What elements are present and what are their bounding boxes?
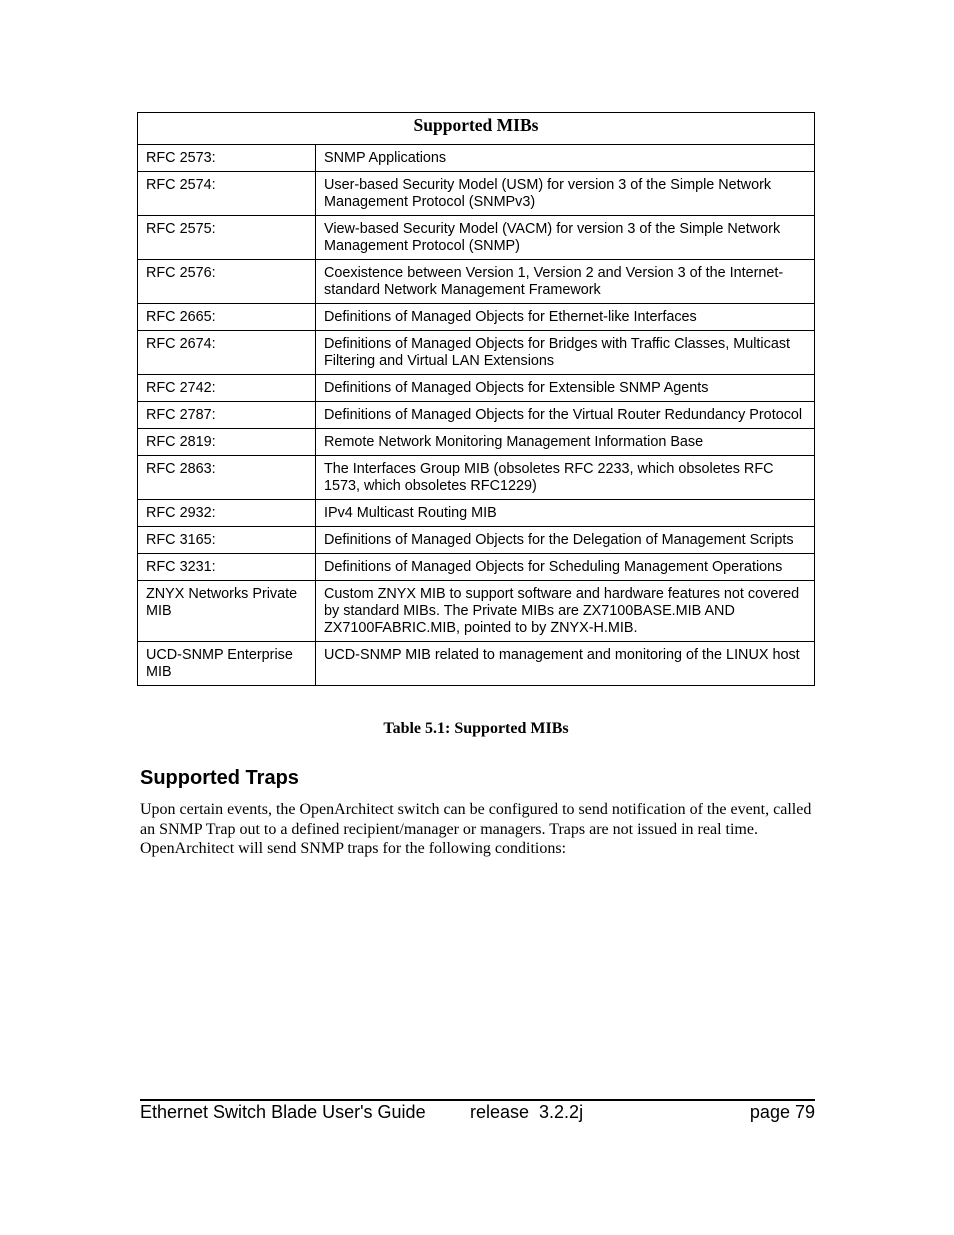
rfc-cell: RFC 2863: (138, 456, 316, 500)
rfc-cell: RFC 3165: (138, 527, 316, 554)
description-cell: Coexistence between Version 1, Version 2 and Version 3 of the Internet-standard Network Management Framework (316, 260, 815, 304)
footer-release: release 3.2.2j (470, 1102, 584, 1122)
rfc-cell: UCD-SNMP Enterprise MIB (138, 642, 316, 686)
rfc-cell: RFC 2576: (138, 260, 316, 304)
table-row (138, 429, 815, 456)
rfc-cell: RFC 2742: (138, 375, 316, 402)
description-cell: IPv4 Multicast Routing MIB (316, 500, 815, 527)
section-heading: Supported Traps (140, 767, 299, 789)
table-row (138, 304, 815, 331)
description-cell: Definitions of Managed Objects for Bridges with Traffic Classes, Multicast Filtering and Virtual LAN Extensions (316, 331, 815, 375)
description-cell: Definitions of Managed Objects for Extensible SNMP Agents (316, 375, 815, 402)
rfc-cell: RFC 2819: (138, 429, 316, 456)
rfc-cell: RFC 2665: (138, 304, 316, 331)
table-row (138, 642, 815, 686)
table-row (138, 402, 815, 429)
rfc-cell: RFC 2787: (138, 402, 316, 429)
description-cell: The Interfaces Group MIB (obsoletes RFC 2233, which obsoletes RFC 1573, which obsoletes RFC1229) (316, 456, 815, 500)
table-body (138, 145, 815, 686)
rfc-cell: ZNYX Networks Private MIB (138, 581, 316, 642)
table-row (138, 500, 815, 527)
description-cell: Definitions of Managed Objects for the Delegation of Management Scripts (316, 527, 815, 554)
supported-mibs-table (137, 112, 815, 686)
table-row (138, 172, 815, 216)
rfc-cell: RFC 2574: (138, 172, 316, 216)
table-row (138, 581, 815, 642)
description-cell: Definitions of Managed Objects for the Virtual Router Redundancy Protocol (316, 402, 815, 429)
rfc-cell: RFC 2674: (138, 331, 316, 375)
description-cell: View-based Security Model (VACM) for version 3 of the Simple Network Management Protocol (SNMP) (316, 216, 815, 260)
description-cell: Remote Network Monitoring Management Information Base (316, 429, 815, 456)
description-cell: User-based Security Model (USM) for version 3 of the Simple Network Management Protocol (SNMPv3) (316, 172, 815, 216)
description-cell: UCD-SNMP MIB related to management and monitoring of the LINUX host (316, 642, 815, 686)
footer-page-number: page 79 (749, 1102, 815, 1122)
footer-title: Ethernet Switch Blade User's Guide (140, 1102, 426, 1122)
table-row (138, 216, 815, 260)
section-paragraph: Upon certain events, the OpenArchitect switch can be configured to send notification of the event, called an SNMP Trap out to a defined recipient/manager or managers. Traps are not issued in real time. OpenArchitect will send SNMP traps for the following conditions: (140, 801, 812, 857)
description-cell: Definitions of Managed Objects for Ethernet-like Interfaces (316, 304, 815, 331)
table-caption: Table 5.1: Supported MIBs (383, 720, 569, 737)
table-header-row (138, 113, 815, 145)
table-row (138, 145, 815, 172)
rfc-cell: RFC 3231: (138, 554, 316, 581)
table-row (138, 331, 815, 375)
table-row (138, 456, 815, 500)
rfc-cell: RFC 2573: (138, 145, 316, 172)
rfc-cell: RFC 2932: (138, 500, 316, 527)
table-row (138, 375, 815, 402)
table-row (138, 260, 815, 304)
table-row (138, 527, 815, 554)
description-cell: SNMP Applications (316, 145, 815, 172)
description-cell: Custom ZNYX MIB to support software and hardware features not covered by standard MIBs. The Private MIBs are ZX7100BASE.MIB AND ZX7100FABRIC.MIB, pointed to by ZNYX-H.MIB. (316, 581, 815, 642)
rfc-cell: RFC 2575: (138, 216, 316, 260)
table-header: Supported MIBs (138, 113, 815, 145)
description-cell: Definitions of Managed Objects for Scheduling Management Operations (316, 554, 815, 581)
table-row (138, 554, 815, 581)
